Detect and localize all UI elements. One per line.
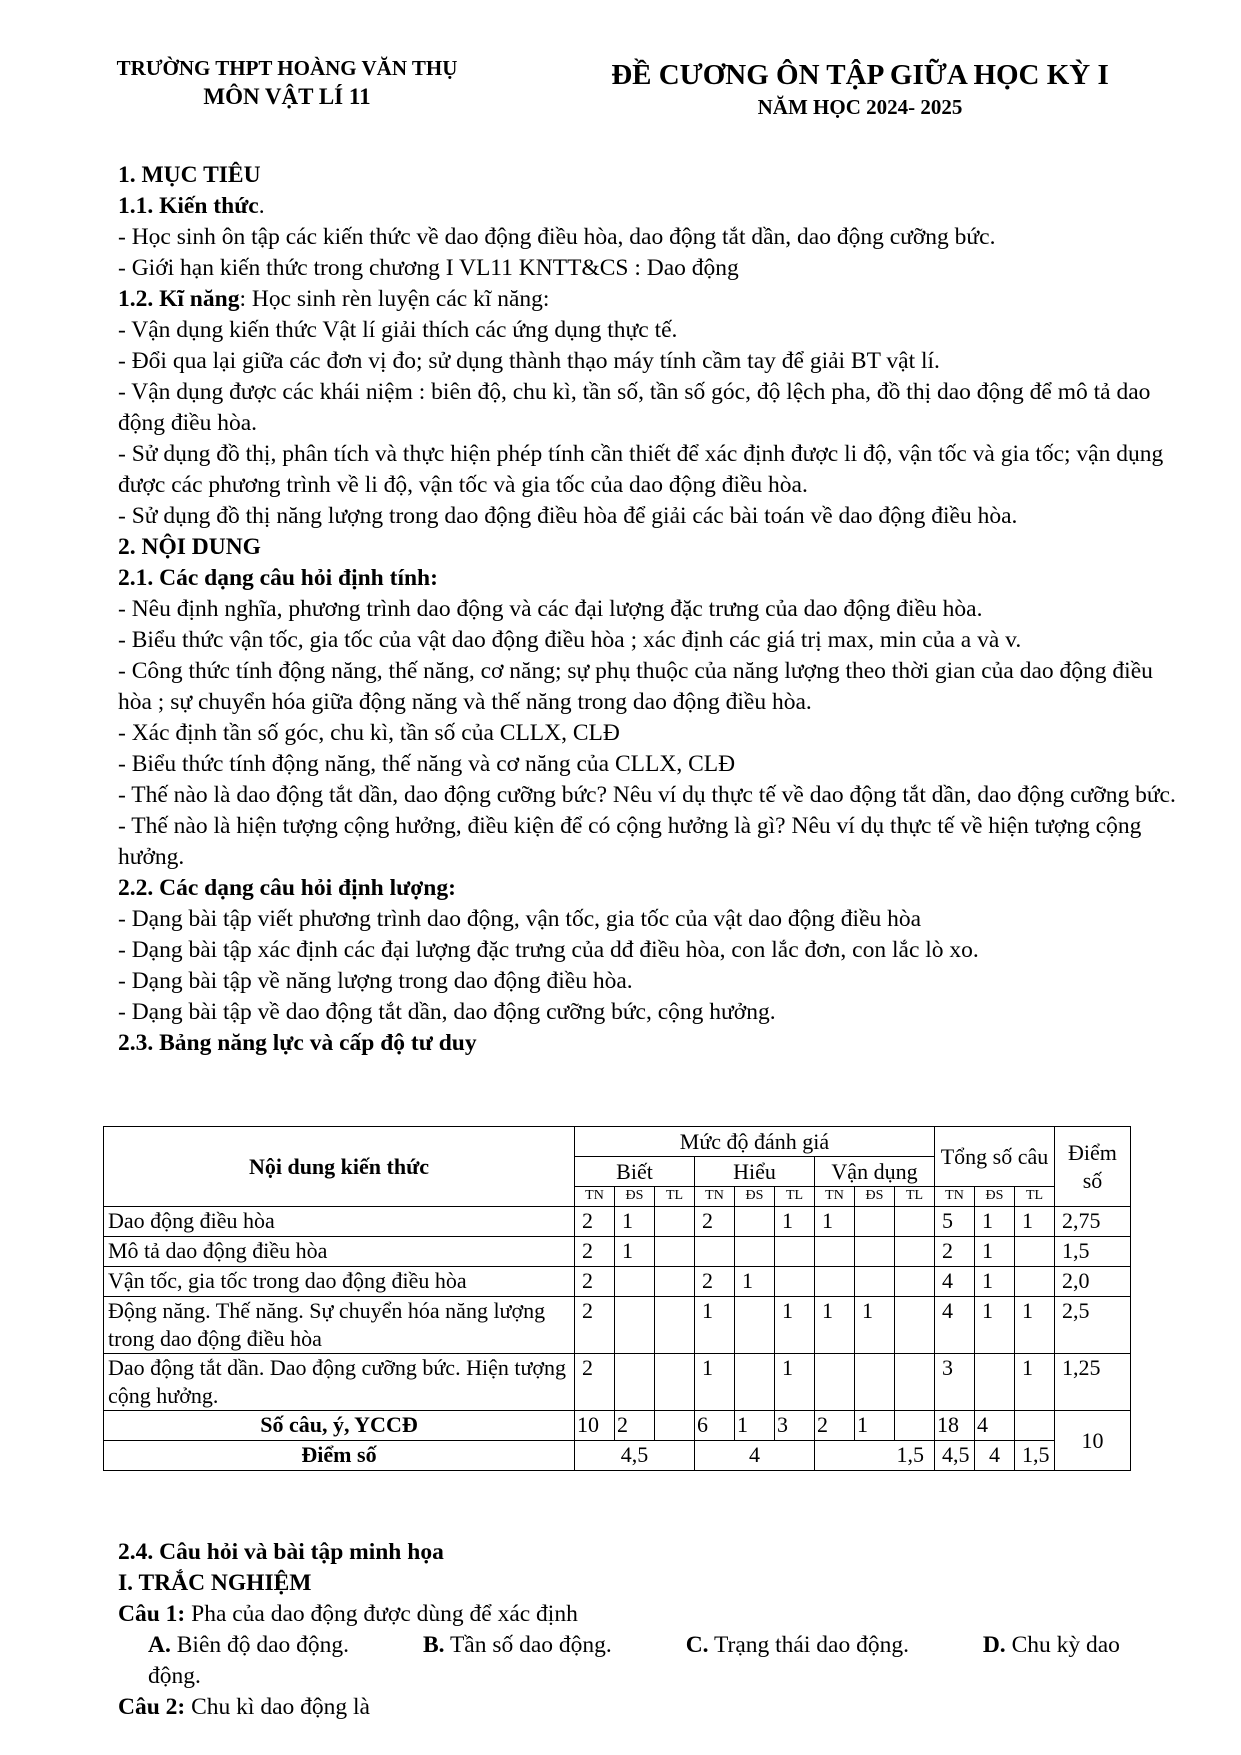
answer-a-text: Biên độ dao động. bbox=[170, 1632, 350, 1658]
row-cell bbox=[695, 1237, 735, 1267]
row-score: 2,5 bbox=[1055, 1297, 1131, 1354]
row-topic: Dao động điều hòa bbox=[104, 1207, 575, 1237]
skills-heading-line bbox=[118, 284, 1176, 315]
row-topic: Dao động tắt dần. Dao động cưỡng bức. Hiện tượng cộng hưởng. bbox=[104, 1354, 575, 1411]
document-title: ĐỀ CƯƠNG ÔN TẬP GIỮA HỌC KỲ I bbox=[611, 59, 1109, 91]
row-cell: 1 bbox=[775, 1354, 815, 1411]
row-cell bbox=[895, 1207, 935, 1237]
table-row bbox=[104, 1237, 1131, 1267]
count-cell: 3 bbox=[775, 1411, 815, 1441]
answer-d-text: Chu kỳ dao động. bbox=[148, 1632, 1120, 1689]
header-score: Điểm số bbox=[1055, 1127, 1131, 1207]
row-cell: 1 bbox=[695, 1354, 735, 1411]
quantitative-item-3: - Dạng bài tập về năng lượng trong dao động điều hòa. bbox=[118, 968, 633, 994]
row-cell bbox=[895, 1354, 935, 1411]
table-row bbox=[104, 1297, 1131, 1354]
row-cell bbox=[655, 1297, 695, 1354]
section-objectives-heading: 1. MỤC TIÊU bbox=[118, 162, 261, 188]
row-cell bbox=[615, 1354, 655, 1411]
count-cell: 2 bbox=[815, 1411, 855, 1441]
competency-table-wrapper bbox=[103, 1126, 1131, 1471]
row-cell: 1 bbox=[975, 1297, 1015, 1354]
count-cell: 1 bbox=[735, 1411, 775, 1441]
competency-table bbox=[103, 1126, 1131, 1471]
answer-a-label: A. bbox=[148, 1632, 171, 1658]
subheader-tl-11: TL bbox=[1015, 1187, 1055, 1207]
row-cell bbox=[615, 1267, 655, 1297]
count-cell: 2 bbox=[615, 1411, 655, 1441]
subheader-tn-6: TN bbox=[815, 1187, 855, 1207]
question-1 bbox=[118, 1599, 1176, 1630]
row-cell bbox=[735, 1354, 775, 1411]
document-header bbox=[560, 58, 1160, 122]
answer-c-text: Trạng thái dao động. bbox=[708, 1632, 909, 1658]
skill-item-2: - Đổi qua lại giữa các đơn vị đo; sử dụng thành thạo máy tính cầm tay để giải BT vật lí. bbox=[118, 348, 940, 374]
answer-c bbox=[686, 1632, 943, 1658]
score-tn: 4,5 bbox=[935, 1441, 975, 1471]
row-cell bbox=[895, 1237, 935, 1267]
row-cell bbox=[775, 1237, 815, 1267]
question-2-text: Chu kì dao động là bbox=[185, 1694, 370, 1720]
row-cell bbox=[895, 1297, 935, 1354]
knowledge-item-2: - Giới hạn kiến thức trong chương I VL11 KNTT&CS : Dao động bbox=[118, 255, 739, 281]
quantitative-item-4: - Dạng bài tập về dao động tắt dần, dao động cưỡng bức, cộng hưởng. bbox=[118, 999, 776, 1025]
qualitative-item-5: - Biểu thức tính động năng, thế năng và cơ năng của CLLX, CLĐ bbox=[118, 751, 736, 777]
row-cell bbox=[655, 1267, 695, 1297]
qualitative-heading: 2.1. Các dạng câu hỏi định tính: bbox=[118, 565, 438, 591]
skills-heading: 1.2. Kĩ năng bbox=[118, 286, 240, 312]
count-cell: 18 bbox=[935, 1411, 975, 1441]
qualitative-item-2: - Biểu thức vận tốc, gia tốc của vật dao động điều hòa ; xác định các giá trị max, min của a và v. bbox=[118, 627, 1022, 653]
question-1-answers bbox=[118, 1630, 1176, 1692]
row-cell: 2 bbox=[575, 1207, 615, 1237]
row-cell bbox=[815, 1267, 855, 1297]
row-cell: 2 bbox=[935, 1237, 975, 1267]
row-cell: 1 bbox=[1015, 1297, 1055, 1354]
skill-item-4: - Sử dụng đồ thị, phân tích và thực hiện phép tính cần thiết để xác định được li độ, vận tốc và gia tốc; vận dụng được các phương trình về li độ, vận tốc và gia tốc của dao động điều hòa. bbox=[118, 441, 1164, 498]
score-ds: 4 bbox=[975, 1441, 1015, 1471]
row-cell: 1 bbox=[975, 1267, 1015, 1297]
row-cell bbox=[855, 1354, 895, 1411]
row-cell bbox=[735, 1297, 775, 1354]
qualitative-item-3: - Công thức tính động năng, thế năng, cơ năng; sự phụ thuộc của năng lượng theo thời gian của dao động điều hòa ; sự chuyển hóa giữa động năng và thế năng trong dao động điều hòa. bbox=[118, 658, 1153, 715]
header-understand: Hiểu bbox=[695, 1157, 815, 1187]
answer-b-text: Tần số dao động. bbox=[444, 1632, 612, 1658]
school-name: TRƯỜNG THPT HOÀNG VĂN THỤ bbox=[116, 56, 458, 80]
row-cell: 2 bbox=[575, 1354, 615, 1411]
row-cell: 1 bbox=[615, 1207, 655, 1237]
subheader-tn-9: TN bbox=[935, 1187, 975, 1207]
row-cell bbox=[655, 1237, 695, 1267]
row-cell bbox=[655, 1207, 695, 1237]
row-cell bbox=[855, 1207, 895, 1237]
row-cell bbox=[895, 1267, 935, 1297]
header-know: Biết bbox=[575, 1157, 695, 1187]
row-cell: 2 bbox=[695, 1207, 735, 1237]
header-assessment-level: Mức độ đánh giá bbox=[575, 1127, 935, 1157]
answer-d-label: D. bbox=[982, 1632, 1006, 1658]
count-cell: 1 bbox=[855, 1411, 895, 1441]
subheader-tl-2: TL bbox=[655, 1187, 695, 1207]
row-topic: Vận tốc, gia tốc trong dao động điều hòa bbox=[104, 1267, 575, 1297]
count-cell bbox=[655, 1411, 695, 1441]
quantitative-heading: 2.2. Các dạng câu hỏi định lượng: bbox=[118, 875, 456, 901]
main-content bbox=[118, 160, 1176, 1059]
question-2-label: Câu 2: bbox=[118, 1694, 186, 1720]
row-cell: 2 bbox=[575, 1237, 615, 1267]
row-cell: 1 bbox=[815, 1297, 855, 1354]
row-cell: 1 bbox=[735, 1267, 775, 1297]
skill-item-1: - Vận dụng kiến thức Vật lí giải thích các ứng dụng thực tế. bbox=[118, 317, 678, 343]
school-header bbox=[96, 54, 478, 112]
row-cell bbox=[775, 1267, 815, 1297]
count-label: Số câu, ý, YCCĐ bbox=[104, 1411, 575, 1441]
score-understand: 4 bbox=[695, 1441, 815, 1471]
row-cell bbox=[855, 1267, 895, 1297]
row-score: 2,75 bbox=[1055, 1207, 1131, 1237]
header-content: Nội dung kiến thức bbox=[104, 1127, 575, 1207]
school-year: NĂM HỌC 2024- 2025 bbox=[757, 95, 963, 119]
header-apply: Vận dụng bbox=[815, 1157, 935, 1187]
row-cell: 1 bbox=[975, 1237, 1015, 1267]
count-cell bbox=[895, 1411, 935, 1441]
row-cell bbox=[615, 1297, 655, 1354]
answer-b-label: B. bbox=[422, 1632, 445, 1658]
row-cell bbox=[735, 1237, 775, 1267]
table-row bbox=[104, 1207, 1131, 1237]
row-cell: 1 bbox=[775, 1297, 815, 1354]
skills-intro: : Học sinh rèn luyện các kĩ năng: bbox=[239, 286, 550, 312]
subheader-tn-3: TN bbox=[695, 1187, 735, 1207]
quantitative-item-1: - Dạng bài tập viết phương trình dao động, vận tốc, gia tốc của vật dao động điều hòa bbox=[118, 906, 922, 932]
knowledge-heading-dot: . bbox=[258, 193, 265, 219]
answer-c-label: C. bbox=[685, 1632, 709, 1658]
subheader-đs-10: ĐS bbox=[975, 1187, 1015, 1207]
count-cell: 4 bbox=[975, 1411, 1015, 1441]
count-cell: 6 bbox=[695, 1411, 735, 1441]
row-cell: 2 bbox=[575, 1267, 615, 1297]
qualitative-item-6: - Thế nào là dao động tắt dần, dao động cưỡng bức? Nêu ví dụ thực tế về dao động tắt dần, dao động cưỡng bức. bbox=[118, 782, 1176, 808]
table-heading: 2.3. Bảng năng lực và cấp độ tư duy bbox=[118, 1030, 477, 1056]
row-cell: 4 bbox=[935, 1297, 975, 1354]
row-cell: 1 bbox=[775, 1207, 815, 1237]
row-cell bbox=[855, 1237, 895, 1267]
row-cell: 1 bbox=[975, 1207, 1015, 1237]
header-total-questions: Tổng số câu bbox=[935, 1127, 1055, 1187]
subheader-tn-0: TN bbox=[575, 1187, 615, 1207]
qualitative-item-4: - Xác định tần số góc, chu kì, tần số của CLLX, CLĐ bbox=[118, 720, 620, 746]
row-cell: 1 bbox=[1015, 1207, 1055, 1237]
answer-b bbox=[423, 1632, 646, 1658]
row-score: 2,0 bbox=[1055, 1267, 1131, 1297]
row-cell: 1 bbox=[695, 1297, 735, 1354]
answer-a bbox=[148, 1632, 383, 1658]
skill-item-5: - Sử dụng đồ thị năng lượng trong dao động điều hòa để giải các bài toán về dao động điều hòa. bbox=[118, 503, 1018, 529]
qualitative-item-7: - Thế nào là hiện tượng cộng hưởng, điều kiện để có cộng hưởng là gì? Nêu ví dụ thực tế về hiện tượng cộng hưởng. bbox=[118, 813, 1142, 870]
score-know: 4,5 bbox=[575, 1441, 695, 1471]
knowledge-item-1: - Học sinh ôn tập các kiến thức về dao động điều hòa, dao động tắt dần, dao động cưỡng bức. bbox=[118, 224, 996, 250]
illustration-heading: 2.4. Câu hỏi và bài tập minh họa bbox=[118, 1539, 444, 1565]
subheader-tl-5: TL bbox=[775, 1187, 815, 1207]
subheader-đs-4: ĐS bbox=[735, 1187, 775, 1207]
row-cell bbox=[815, 1237, 855, 1267]
table-row bbox=[104, 1267, 1131, 1297]
row-cell: 3 bbox=[935, 1354, 975, 1411]
count-cell: 10 bbox=[575, 1411, 615, 1441]
row-cell bbox=[1015, 1267, 1055, 1297]
table-row bbox=[104, 1354, 1131, 1411]
subheader-đs-7: ĐS bbox=[855, 1187, 895, 1207]
question-1-label: Câu 1: bbox=[118, 1601, 186, 1627]
row-cell: 1 bbox=[1015, 1354, 1055, 1411]
row-cell: 1 bbox=[855, 1297, 895, 1354]
score-apply: 1,5 bbox=[815, 1441, 935, 1471]
row-cell bbox=[735, 1207, 775, 1237]
total-score: 10 bbox=[1055, 1411, 1131, 1471]
row-cell: 4 bbox=[935, 1267, 975, 1297]
row-cell bbox=[815, 1354, 855, 1411]
row-topic: Mô tả dao động điều hòa bbox=[104, 1237, 575, 1267]
multiple-choice-heading: I. TRẮC NGHIỆM bbox=[118, 1570, 312, 1596]
quantitative-item-2: - Dạng bài tập xác định các đại lượng đặc trưng của dđ điều hòa, con lắc đơn, con lắc lò xo. bbox=[118, 937, 979, 963]
row-topic: Động năng. Thế năng. Sự chuyển hóa năng lượng trong dao động điều hòa bbox=[104, 1297, 575, 1354]
qualitative-item-1: - Nêu định nghĩa, phương trình dao động và các đại lượng đặc trưng của dao động điều hòa. bbox=[118, 596, 983, 622]
row-cell: 1 bbox=[615, 1237, 655, 1267]
score-tl: 1,5 bbox=[1015, 1441, 1055, 1471]
score-label: Điểm số bbox=[104, 1441, 575, 1471]
count-cell bbox=[1015, 1411, 1055, 1441]
row-cell: 2 bbox=[575, 1297, 615, 1354]
subheader-tl-8: TL bbox=[895, 1187, 935, 1207]
question-2 bbox=[118, 1692, 1176, 1723]
row-score: 1,25 bbox=[1055, 1354, 1131, 1411]
skill-item-3: - Vận dụng được các khái niệm : biên độ, chu kì, tần số, tần số góc, độ lệch pha, đồ thị dao động để mô tả dao động điều hòa. bbox=[118, 379, 1151, 436]
row-cell bbox=[655, 1354, 695, 1411]
illustration-section bbox=[118, 1537, 1176, 1723]
knowledge-heading-line bbox=[118, 191, 1176, 222]
row-cell: 2 bbox=[695, 1267, 735, 1297]
row-cell: 5 bbox=[935, 1207, 975, 1237]
row-cell: 1 bbox=[815, 1207, 855, 1237]
subheader-đs-1: ĐS bbox=[615, 1187, 655, 1207]
subject-name: MÔN VẬT LÍ 11 bbox=[203, 84, 371, 109]
question-1-text: Pha của dao động được dùng để xác định bbox=[185, 1601, 578, 1627]
section-content-heading: 2. NỘI DUNG bbox=[118, 534, 261, 560]
row-cell bbox=[1015, 1237, 1055, 1267]
knowledge-heading: 1.1. Kiến thức bbox=[118, 193, 259, 219]
row-score: 1,5 bbox=[1055, 1237, 1131, 1267]
row-cell bbox=[975, 1354, 1015, 1411]
